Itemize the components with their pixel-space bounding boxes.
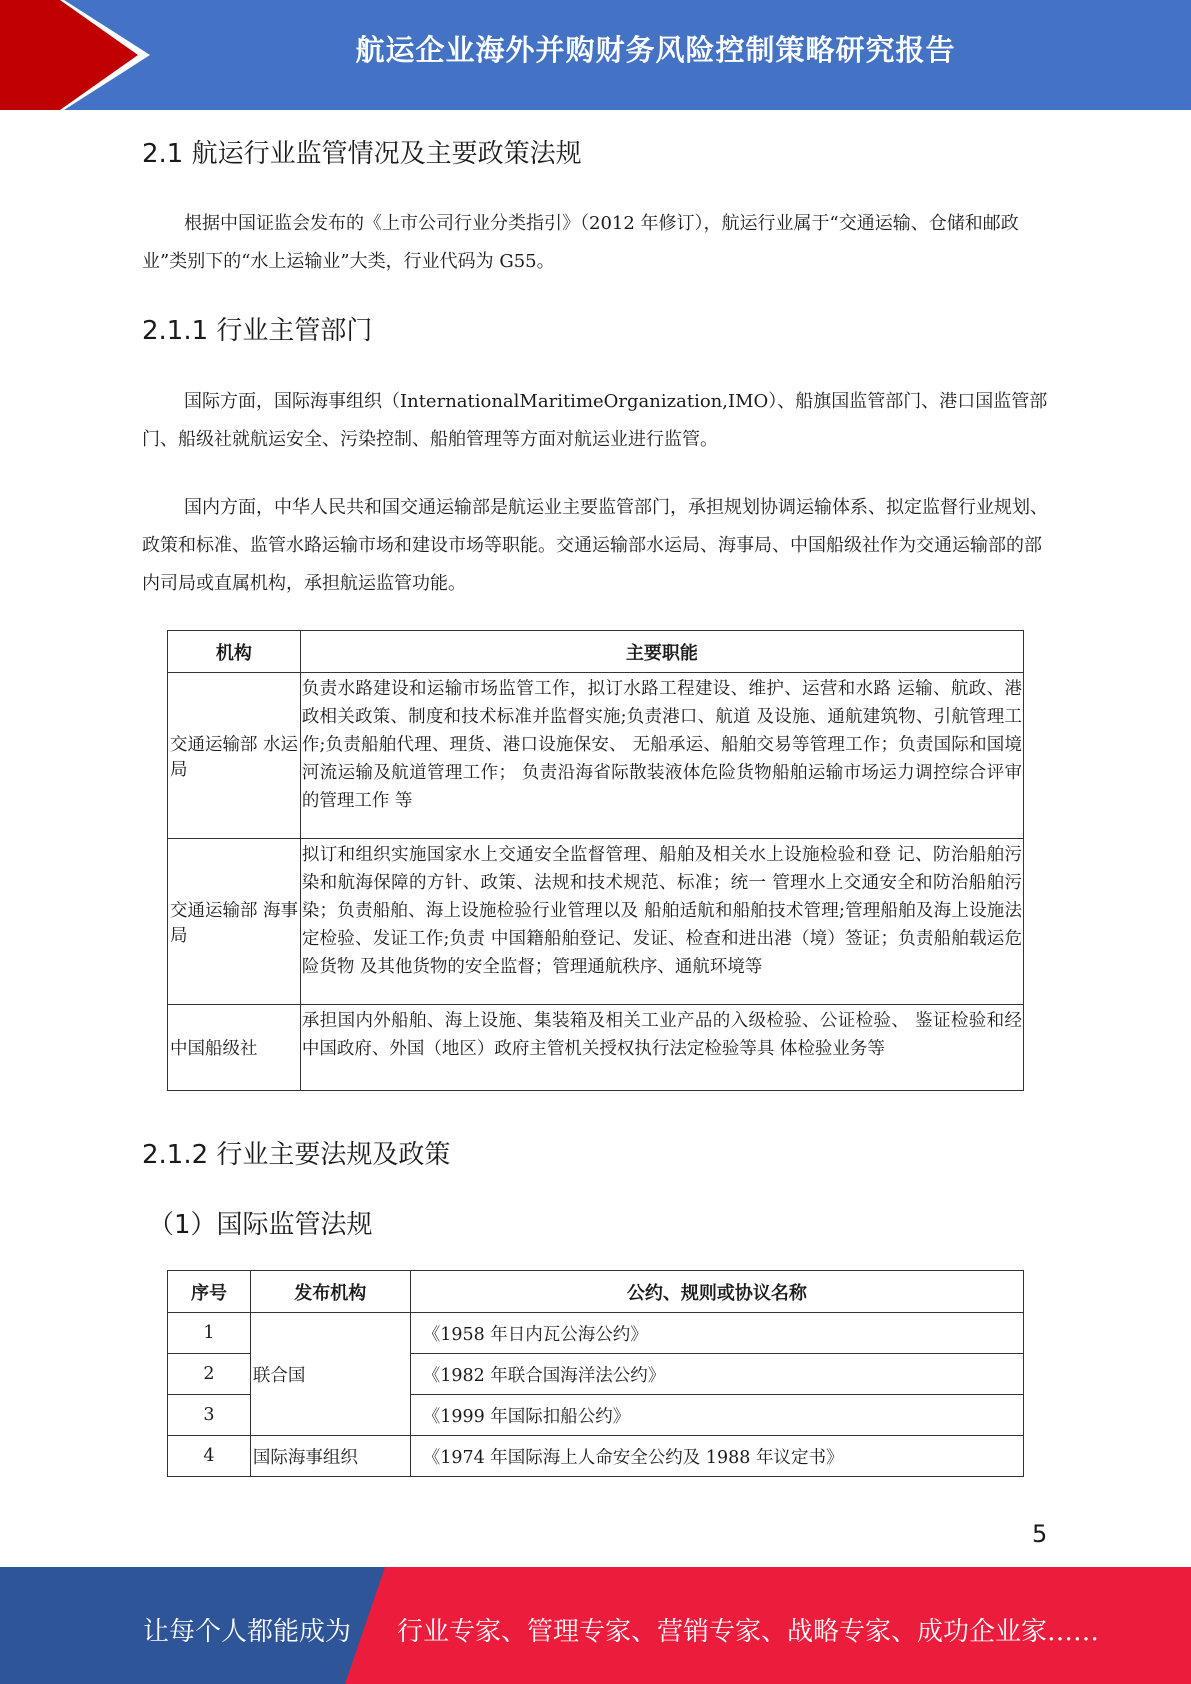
page-number: 5: [1032, 1520, 1048, 1548]
publisher-cell: 国际海事组织: [250, 1436, 410, 1477]
conventions-table: [167, 1270, 1024, 1477]
column-header-convention: 公约、规则或协议名称: [410, 1271, 1023, 1313]
row-number: 3: [168, 1395, 251, 1436]
row-number: 2: [168, 1354, 251, 1395]
duty-cell: 负责水路建设和运输市场监管工作，拟订水路工程建设、维护、运营和水路 运输、航政、港政相关政策、制度和技术标准并监督实施;负责港口、航道 及设施、通航建筑物、引航管理工作;负责船舶代理、理货、港口设施保安、 无船承运、船舶交易等管理工作；负责国际和国境河流运输及航道管理工作； 负责沿海省际散装液体危险货物船舶运输市场运力调控综合评审的管理工作 等: [300, 673, 1023, 839]
paragraph-international-supervision: 国际方面，国际海事组织（InternationalMaritimeOrganization,IMO）、船旗国监管部门、港口国监管部门、船级社就航运安全、污染控制、船舶管理等方面对航运业进行监管。: [142, 391, 1048, 450]
convention-name: 《1999 年国际扣船公约》: [410, 1395, 1023, 1436]
paragraph-domestic-supervision: 国内方面，中华人民共和国交通运输部是航运业主要监管部门，承担规划协调运输体系、拟定监督行业规划、政策和标准、监管水路运输市场和建设市场等职能。交通运输部水运局、海事局、中国船级社作为交通运输部的部内司局或直属机构，承担航运监管功能。: [142, 497, 1048, 594]
column-header-publisher: 发布机构: [250, 1271, 410, 1313]
row-number: 4: [168, 1436, 251, 1477]
section-heading-2-1-2: 2.1.2 行业主要法规及政策: [142, 1140, 451, 1170]
table-row: [168, 1313, 1024, 1354]
convention-name: 《1974 年国际海上人命安全公约及 1988 年议定书》: [410, 1436, 1023, 1477]
section-heading-2-1-1: 2.1.1 行业主管部门: [142, 316, 373, 346]
publisher-cell: 联合国: [250, 1313, 410, 1436]
org-cell: 中国船级社: [168, 1005, 301, 1091]
table-row: [168, 673, 1024, 839]
table-row: [168, 839, 1024, 1005]
footer-slogan-right: 行业专家、管理专家、营销专家、战略专家、成功企业家……: [397, 1617, 1100, 1647]
org-cell: 交通运输部 水运局: [168, 673, 301, 839]
org-cell: 交通运输部 海事局: [168, 839, 301, 1005]
paragraph-industry-classification: 根据中国证监会发布的《上市公司行业分类指引》（2012 年修订），航运行业属于“交通运输、仓储和邮政业”类别下的“水上运输业”大类，行业代码为 G55。: [142, 213, 1019, 272]
duty-cell: 承担国内外船舶、海上设施、集装箱及相关工业产品的入级检验、公证检验、 鉴证检验和经中国政府、外国（地区）政府主管机关授权执行法定检验等具 体检验业务等: [300, 1005, 1023, 1091]
page-header: [0, 0, 1191, 110]
duty-cell: 拟订和组织实施国家水上交通安全监督管理、船舶及相关水上设施检验和登 记、防治船舶污染和航海保障的方针、政策、法规和技术规范、标准；统一 管理水上交通安全和防治船舶污染；负责船舶、海上设施检验行业管理以及 船舶适航和船舶技术管理;管理船舶及海上设施法定检验、发证工作;负责 中国籍船舶登记、发证、检查和进出港（境）签证；负责船舶载运危险货物 及其他货物的安全监督；管理通航秩序、通航环境等: [300, 839, 1023, 1005]
table-row: [168, 1005, 1024, 1091]
column-header-number: 序号: [168, 1271, 251, 1313]
column-header-org: 机构: [168, 631, 301, 673]
convention-name: 《1958 年日内瓦公海公约》: [410, 1313, 1023, 1354]
column-header-duty: 主要职能: [300, 631, 1023, 673]
footer-slogan-left: 让每个人都能成为: [143, 1617, 352, 1647]
subsection-heading-international: （1）国际监管法规: [148, 1210, 373, 1240]
row-number: 1: [168, 1313, 251, 1354]
report-title: 航运企业海外并购财务风险控制策略研究报告: [355, 33, 956, 67]
page-footer: [0, 1567, 1191, 1684]
table-header-row: [168, 631, 1024, 673]
table-row: [168, 1436, 1024, 1477]
section-heading-2-1: 2.1 航运行业监管情况及主要政策法规: [142, 139, 582, 169]
regulators-table: [167, 630, 1024, 1091]
convention-name: 《1982 年联合国海洋法公约》: [410, 1354, 1023, 1395]
table-header-row: [168, 1271, 1024, 1313]
